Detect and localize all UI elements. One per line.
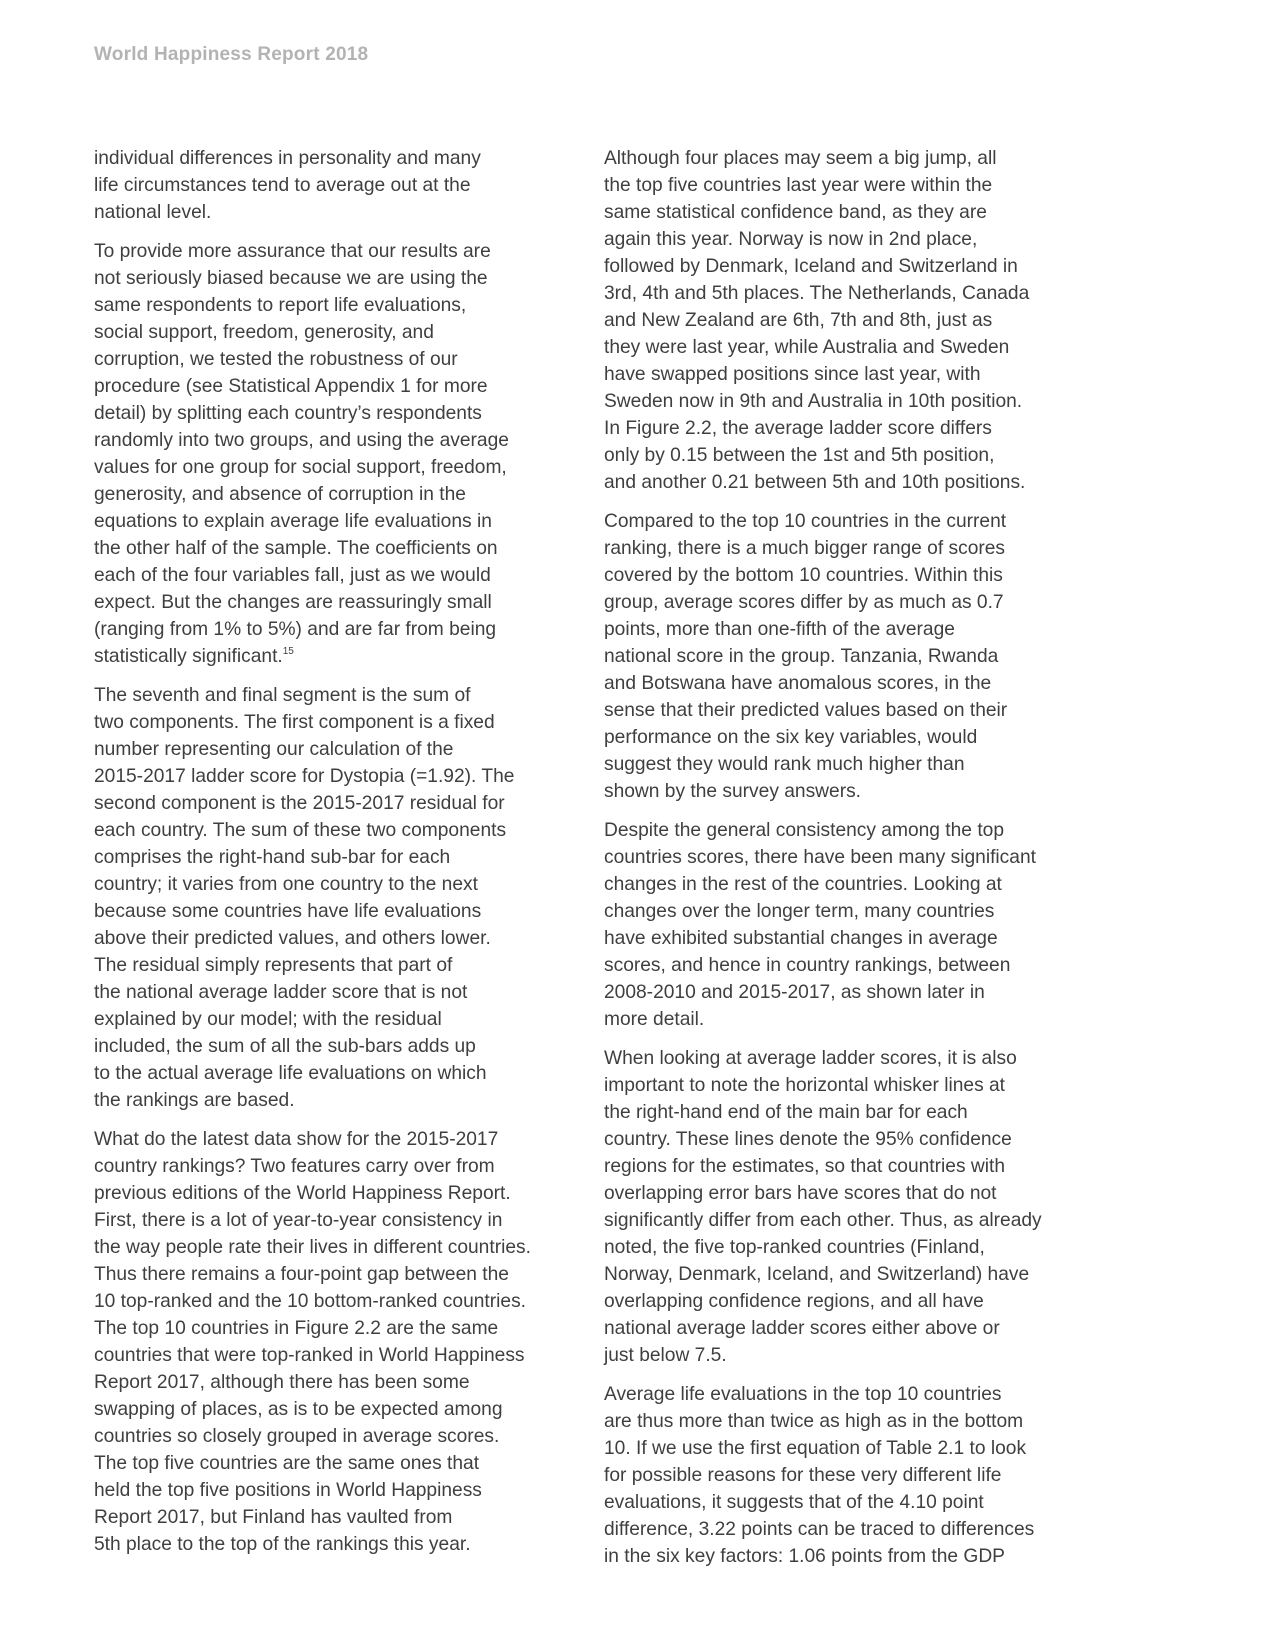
paragraph [604,1045,1096,1369]
text-line: changes over the longer term, many countries [604,901,995,922]
text-line: 2015-2017 ladder score for Dystopia (=1.92). The [94,766,515,787]
text-line: and Botswana have anomalous scores, in the [604,673,992,694]
text-line: for possible reasons for these very different life [604,1465,1002,1486]
text-line: again this year. Norway is now in 2nd place, [604,229,978,250]
text-line: the top five countries last year were within the [604,175,993,196]
text-line: social support, freedom, generosity, and [94,322,434,343]
text-line: Report 2017, although there has been some [94,1372,470,1393]
text-line: covered by the bottom 10 countries. Within this [604,565,1003,586]
text-line: Despite the general consistency among the top [604,820,1004,841]
text-line: countries that were top-ranked in World Happiness [94,1345,525,1366]
text-line: corruption, we tested the robustness of our [94,349,458,370]
text-line: important to note the horizontal whisker lines at [604,1075,1006,1096]
text-line: The seventh and final segment is the sum of [94,685,471,706]
text-line: comprises the right-hand sub-bar for each [94,847,451,868]
text-line: the other half of the sample. The coefficients on [94,538,498,559]
text-line: Norway, Denmark, Iceland, and Switzerland) have [604,1264,1030,1285]
text-line: Average life evaluations in the top 10 countries [604,1384,1002,1405]
text-line: previous editions of the World Happiness Report. [94,1183,511,1204]
text-line: the right-hand end of the main bar for each [604,1102,968,1123]
paragraph [94,1126,586,1558]
text-line: 10 top-ranked and the 10 bottom-ranked countries. [94,1291,526,1312]
text-line: Compared to the top 10 countries in the current [604,511,1007,532]
text-line: overlapping confidence regions, and all have [604,1291,984,1312]
text-line: scores, and hence in country rankings, between [604,955,1011,976]
text-fragment: statistically significant. [94,646,283,667]
text-line: detail) by splitting each country’s respondents [94,403,482,424]
text-line: explained by our model; with the residual [94,1009,442,1030]
text-line: they were last year, while Australia and Sweden [604,337,1010,358]
text-line: and another 0.21 between 5th and 10th positions. [604,472,1026,493]
text-line: equations to explain average life evaluations in [94,511,492,532]
text-line: national score in the group. Tanzania, Rwanda [604,646,999,667]
text-line: are thus more than twice as high as in the bottom [604,1411,1024,1432]
text-line: country. These lines denote the 95% confidence [604,1129,1012,1150]
text-line: Sweden now in 9th and Australia in 10th position. [604,391,1023,412]
text-line: values for one group for social support, freedom, [94,457,507,478]
text-line: have swapped positions since last year, with [604,364,981,385]
paragraph [604,145,1096,496]
text-line: points, more than one-fifth of the average [604,619,955,640]
text-line: 10. If we use the first equation of Table 2.1 to look [604,1438,1027,1459]
text-line: Thus there remains a four-point gap between the [94,1264,509,1285]
paragraph [94,682,586,1114]
text-line: The top five countries are the same ones that [94,1453,480,1474]
text-line: overlapping error bars have scores that do not [604,1183,997,1204]
text-line: group, average scores differ by as much as 0.7 [604,592,1004,613]
text-line: The residual simply represents that part of [94,955,453,976]
text-line: performance on the six key variables, would [604,727,978,748]
text-line: countries so closely grouped in average scores. [94,1426,500,1447]
text-line: The top 10 countries in Figure 2.2 are the same [94,1318,499,1339]
text-line: What do the latest data show for the 2015-2017 [94,1129,499,1150]
text-line: procedure (see Statistical Appendix 1 for more [94,376,488,397]
text-line: ranking, there is a much bigger range of scores [604,538,1006,559]
footnote-reference: 15 [282,646,294,657]
text-line: in the six key factors: 1.06 points from the GDP [604,1546,1005,1567]
text-line: 5th place to the top of the rankings this year. [94,1534,471,1555]
text-line: second component is the 2015-2017 residual for [94,793,505,814]
text-line: same statistical confidence band, as they are [604,202,987,223]
text-line: and New Zealand are 6th, 7th and 8th, just as [604,310,993,331]
text-line: two components. The first component is a fixed [94,712,495,733]
text-line: evaluations, it suggests that of the 4.10 point [604,1492,984,1513]
text-line: 3rd, 4th and 5th places. The Netherlands, Canada [604,283,1030,304]
right-column [604,145,1096,1582]
text-line: When looking at average ladder scores, it is also [604,1048,1017,1069]
text-line: number representing our calculation of the [94,739,454,760]
text-line: country; it varies from one country to the next [94,874,478,895]
text-line: included, the sum of all the sub-bars adds up [94,1036,476,1057]
text-line: Although four places may seem a big jump, all [604,148,997,169]
paragraph [94,238,586,670]
paragraph [94,145,586,226]
text-line: sense that their predicted values based on their [604,700,1008,721]
text-line: same respondents to report life evaluations, [94,295,467,316]
text-line: countries scores, there have been many significant [604,847,1036,868]
paragraph [604,817,1096,1033]
text-line: swapping of places, as is to be expected among [94,1399,503,1420]
text-line [94,643,586,670]
text-line: followed by Denmark, Iceland and Switzerland in [604,256,1018,277]
text-line: 2008-2010 and 2015-2017, as shown later in [604,982,985,1003]
text-line: randomly into two groups, and using the average [94,430,509,451]
text-line: Report 2017, but Finland has vaulted from [94,1507,453,1528]
text-line: national level. [94,202,212,223]
text-line: because some countries have life evaluations [94,901,482,922]
text-line: individual differences in personality and many [94,148,481,169]
text-line: First, there is a lot of year-to-year consistency in [94,1210,503,1231]
text-line: just below 7.5. [604,1345,727,1366]
text-line: To provide more assurance that our results are [94,241,491,262]
text-line: regions for the estimates, so that countries with [604,1156,1005,1177]
text-line: each country. The sum of these two components [94,820,507,841]
text-line: life circumstances tend to average out at the [94,175,471,196]
left-column [94,145,586,1570]
text-line: to the actual average life evaluations on which [94,1063,487,1084]
text-line: suggest they would rank much higher than [604,754,965,775]
paragraph [604,1381,1096,1570]
text-line: each of the four variables fall, just as we would [94,565,491,586]
text-line: the rankings are based. [94,1090,295,1111]
text-line: more detail. [604,1009,705,1030]
text-line: held the top five positions in World Happiness [94,1480,482,1501]
text-line: generosity, and absence of corruption in the [94,484,466,505]
text-line: not seriously biased because we are using the [94,268,488,289]
text-line: the national average ladder score that is not [94,982,468,1003]
text-line: significantly differ from each other. Thus, as already [604,1210,1042,1231]
text-line: difference, 3.22 points can be traced to differences [604,1519,1035,1540]
text-line: expect. But the changes are reassuringly small [94,592,492,613]
text-line: shown by the survey answers. [604,781,862,802]
text-line: noted, the five top-ranked countries (Finland, [604,1237,985,1258]
text-line: national average ladder scores either above or [604,1318,1000,1339]
running-header: World Happiness Report 2018 [94,44,369,65]
text-line: only by 0.15 between the 1st and 5th position, [604,445,995,466]
text-line: In Figure 2.2, the average ladder score differs [604,418,992,439]
text-line: (ranging from 1% to 5%) and are far from being [94,619,497,640]
text-line: have exhibited substantial changes in average [604,928,998,949]
text-line: the way people rate their lives in different countries. [94,1237,531,1258]
paragraph [604,508,1096,805]
text-line: country rankings? Two features carry over from [94,1156,495,1177]
text-line: changes in the rest of the countries. Looking at [604,874,1002,895]
text-line: above their predicted values, and others lower. [94,928,491,949]
